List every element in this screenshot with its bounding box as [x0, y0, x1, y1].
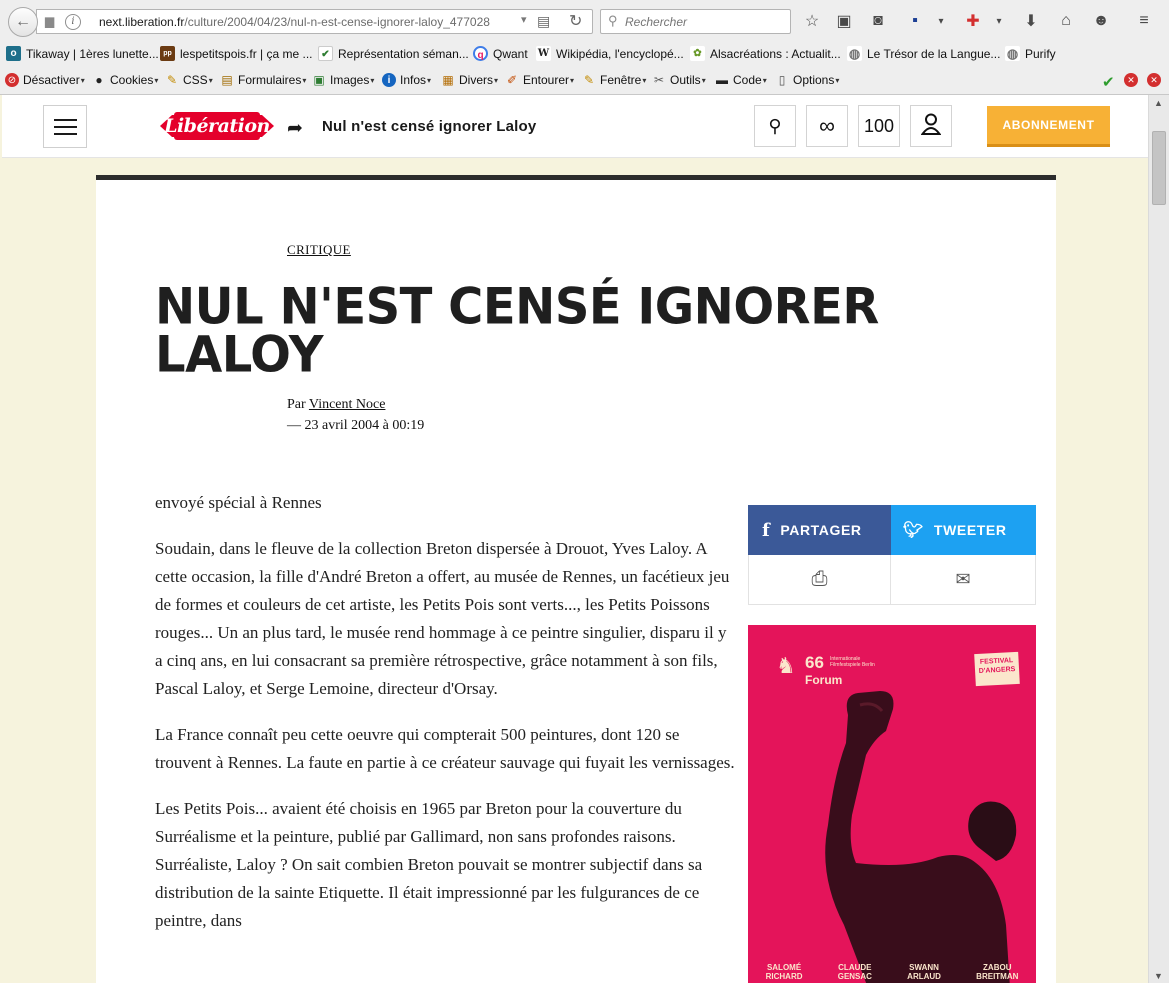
url-text[interactable]: next.liberation.fr/culture/2004/04/23/nul-n-est-cense-ignorer-laloy_477028 [99, 15, 490, 29]
images-icon: ▣ [313, 73, 325, 87]
save-dropdown-icon[interactable]: ▾ [938, 15, 944, 27]
devtool-forms[interactable] [220, 73, 306, 87]
wikipedia-icon: W [537, 48, 550, 59]
url-dropdown-icon[interactable]: ▾ [521, 14, 527, 26]
share-arrow-icon: ➦ [287, 118, 303, 139]
subscribe-button[interactable]: ABONNEMENT [987, 106, 1110, 147]
devtool-label: Code [733, 73, 762, 87]
lespetitspois-icon: pp [160, 46, 175, 61]
bookmark-label: Représentation séman... [338, 46, 469, 61]
search-icon: ⚲ [608, 13, 618, 28]
article-paragraph: La France connaît peu cette oeuvre qui compterait 500 peintures, dont 120 se trouvent à Rennes. La faute en partie à ce créateur sauvage qui fuyait les vernissages. [155, 725, 735, 772]
alsacreations-icon: ✿ [690, 46, 705, 61]
ad-credit: CLAUDE GENSAC [837, 963, 872, 981]
devtool-images[interactable] [312, 73, 374, 87]
hamburger-line [54, 126, 77, 128]
scroll-down-icon[interactable]: ▼ [1154, 971, 1163, 981]
infinity-button[interactable] [806, 105, 848, 147]
chevron-down-icon: ▾ [80, 75, 85, 85]
addon-dropdown-icon[interactable]: ▾ [996, 15, 1002, 27]
code-icon: ▬ [716, 73, 728, 87]
pocket-icon[interactable]: ◙ [873, 12, 883, 29]
ad-festival-angers-badge: FESTIVAL D'ANGERS [974, 652, 1020, 686]
counter-value: 100 [863, 115, 895, 136]
bookmark-label: Purify [1025, 46, 1056, 61]
globe-icon: ◍ [848, 46, 861, 61]
bookmark-label: Tikaway | 1ères lunette... [26, 46, 159, 61]
twitter-icon: 🐦︎ [903, 522, 924, 539]
article-body [155, 489, 735, 953]
devtool-tools[interactable] [652, 73, 706, 87]
bookmarks-toolbar [0, 42, 1169, 68]
bookmark-item[interactable] [6, 46, 159, 61]
article-title: NUL N'EST CENSÉ IGNORER LALOY [155, 277, 879, 384]
bookmark-label: Wikipédia, l'encyclopé... [556, 46, 684, 61]
printer-icon: ⎙ [811, 568, 828, 590]
envelope-icon: ✉ [955, 569, 971, 589]
reload-icon[interactable]: ↻ [569, 13, 583, 30]
navigation-toolbar [0, 0, 1169, 42]
twitter-share-label: TWEETER [933, 522, 1007, 538]
hamburger-line [54, 119, 77, 121]
scrollbar-thumb[interactable] [1152, 131, 1166, 205]
globe-icon: ◍ [1006, 46, 1019, 61]
info-icon: i [382, 73, 396, 87]
byline-prefix: Par [287, 397, 306, 412]
chevron-down-icon: ▾ [642, 75, 647, 85]
css-icon: ✎ [166, 73, 178, 87]
tabs-icon[interactable]: ▆ [45, 14, 55, 28]
url-bar[interactable] [36, 9, 593, 34]
chevron-down-icon: ▾ [835, 75, 840, 85]
devtool-css[interactable] [165, 73, 213, 87]
back-arrow-icon: ← [15, 13, 31, 30]
reading-list-icon[interactable]: ▣ [836, 13, 852, 30]
bookmark-label: Qwant [493, 46, 528, 61]
twitter-share-button[interactable] [891, 505, 1036, 555]
publish-date: — 23 avril 2004 à 00:19 [287, 418, 425, 433]
share-box [748, 505, 1036, 605]
back-button[interactable] [8, 7, 38, 37]
devtool-label: Divers [459, 73, 494, 87]
devtool-label: Images [330, 73, 370, 87]
article-paragraph: Les Petits Pois... avaient été choisis en 1965 par Breton pour la couverture du Surréalisme et la peinture, publié par Gallimard, non sans profondes raisons. Surréaliste, Laloy ? On sait combien Breton pouvait se montrer subjectif dans sa distribution de la sainte Etiquette. Il était impressionné par les fulgurances de ce peintre, dans [155, 799, 703, 930]
devtool-label: Cookies [110, 73, 154, 87]
bookmark-label: Le Trésor de la Langue... [867, 46, 1001, 61]
article-paragraph: envoyé spécial à Rennes [155, 493, 322, 512]
hamburger-line [54, 133, 77, 135]
close-devtools-icon[interactable] [1124, 73, 1138, 87]
devtool-code[interactable] [715, 73, 767, 87]
bookmark-item[interactable] [160, 46, 313, 61]
facebook-share-label: PARTAGER [780, 522, 862, 538]
qwant-icon: q [473, 46, 488, 61]
facebook-share-button[interactable] [748, 505, 891, 555]
bookmark-item[interactable] [536, 46, 684, 61]
search-icon: ⚲ [768, 115, 782, 136]
byline [287, 394, 424, 436]
home-icon[interactable]: ⌂ [1061, 12, 1071, 29]
devtool-infos[interactable] [382, 73, 431, 87]
search-button[interactable] [754, 105, 796, 147]
author-link[interactable]: Vincent Noce [308, 397, 386, 412]
devtool-disable[interactable] [5, 73, 85, 87]
chevron-down-icon: ▾ [494, 75, 499, 85]
save-icon[interactable]: ▪ [912, 12, 918, 29]
chevron-down-icon: ▾ [370, 75, 375, 85]
semantic-icon: ✔ [318, 46, 333, 61]
outline-icon: ✐ [506, 73, 518, 87]
print-button[interactable] [748, 555, 891, 605]
devtool-label: Infos [400, 73, 427, 87]
account-button[interactable] [910, 105, 952, 147]
facebook-icon: f [762, 519, 771, 541]
bookmark-star-icon[interactable]: ☆ [804, 13, 820, 30]
misc-icon: ▦ [442, 73, 454, 87]
infinity-icon: ∞ [819, 113, 835, 138]
scroll-up-icon[interactable]: ▲ [1154, 98, 1163, 108]
devtool-label: CSS [183, 73, 208, 87]
site-header [2, 95, 1148, 158]
disable-icon: ⊘ [5, 73, 19, 87]
ad-credits [748, 963, 1036, 981]
ad-berlin-text: Internationale Filmfestspiele Berlin [830, 656, 875, 668]
user-icon [921, 113, 941, 140]
devtool-outline[interactable] [505, 73, 574, 87]
article-rubric-link[interactable]: CRITIQUE [287, 242, 351, 257]
hamburger-menu-button[interactable] [43, 105, 87, 148]
browser-chrome [0, 0, 1169, 95]
devtool-options[interactable] [775, 73, 839, 87]
devtool-label: Options [793, 73, 835, 87]
counter-button[interactable] [858, 105, 900, 147]
bookmark-item[interactable] [1005, 46, 1056, 61]
search-bar[interactable] [600, 9, 791, 34]
chevron-down-icon: ▾ [762, 75, 767, 85]
downloads-icon[interactable]: ⬇ [1024, 13, 1038, 30]
menu-icon[interactable]: ≡ [1139, 12, 1149, 29]
options-icon: ▯ [778, 73, 786, 87]
cookies-icon: ● [95, 73, 103, 87]
chevron-down-icon: ▾ [427, 75, 432, 85]
chevron-down-icon: ▾ [154, 75, 159, 85]
bookmark-item[interactable] [690, 46, 841, 61]
devtool-label: Fenêtre [600, 73, 642, 87]
bookmark-label: lespetitspois.fr | ça me ... [180, 46, 313, 61]
ad-festival-number: 66 [805, 653, 824, 672]
addon-red-cross-icon[interactable]: ✚ [966, 13, 980, 30]
forms-icon: ▤ [221, 73, 233, 87]
devtool-label: Formulaires [238, 73, 302, 87]
header-article-title: Nul n'est censé ignorer Laloy [322, 118, 537, 135]
chevron-down-icon: ▾ [302, 75, 307, 85]
close-icon: ✕ [1147, 73, 1161, 87]
page-viewport [0, 95, 1169, 983]
site-info-icon[interactable]: i [65, 14, 81, 30]
ad-credit: ZABOU BREITMAN [976, 963, 1019, 981]
close-icon: ✕ [1124, 73, 1138, 87]
devtool-misc[interactable] [441, 73, 498, 87]
ad-credit: SWANN ARLAUD [907, 963, 941, 981]
chevron-down-icon: ▾ [570, 75, 575, 85]
email-button[interactable] [891, 555, 1036, 605]
check-icon[interactable]: ✔ [1102, 74, 1115, 91]
devtool-label: Désactiver [23, 73, 80, 87]
devtool-cookies[interactable] [92, 73, 158, 87]
ad-forum-label: Forum [805, 673, 843, 687]
article-paragraph: Soudain, dans le fleuve de la collection Breton dispersée à Drouot, Yves Laloy. A cette occasion, la fille d'André Breton a offert, au musée de Rennes, un facétieux jeu de formes et couleurs de cet artiste, les Petits Pois sont verts..., les Petits Poissons rouges... Un an plus tard, le musée rend hommage à ce peintre singulier, disparu il y a cinq ans, en lui consacrant sa première rétrospective, grâce notamment à son fils, Pascal Laloy, et Serge Lemoine, directeur d'Orsay. [155, 539, 730, 698]
bookmark-item[interactable] [847, 46, 1000, 61]
search-input[interactable] [625, 13, 785, 31]
liberation-logo[interactable] [160, 109, 274, 143]
advertisement-banner[interactable] [748, 625, 1036, 983]
article-card [96, 175, 1056, 983]
web-developer-toolbar [0, 68, 1169, 94]
tools-icon: ✂ [653, 73, 665, 87]
devtool-window[interactable] [582, 73, 646, 87]
bookmark-item[interactable] [318, 46, 469, 61]
close-toolbar-icon[interactable] [1147, 73, 1161, 87]
reader-view-icon[interactable]: ▤ [537, 13, 551, 29]
chevron-down-icon: ▾ [208, 75, 213, 85]
vertical-scrollbar[interactable] [1148, 95, 1169, 983]
devtool-label: Outils [670, 73, 701, 87]
bookmark-label: Alsacréations : Actualit... [710, 46, 841, 61]
bookmark-item[interactable] [473, 46, 528, 61]
tikaway-icon: o [6, 46, 21, 61]
berlinale-bear-icon: ♞ [776, 653, 796, 678]
window-icon: ✎ [583, 73, 595, 87]
ad-credit: SALOMÉ RICHARD [765, 963, 803, 981]
emoji-addon-icon[interactable]: ☻ [1092, 12, 1110, 29]
chevron-down-icon: ▾ [701, 75, 706, 85]
devtool-label: Entourer [523, 73, 570, 87]
logo-text: Libération [164, 115, 270, 137]
